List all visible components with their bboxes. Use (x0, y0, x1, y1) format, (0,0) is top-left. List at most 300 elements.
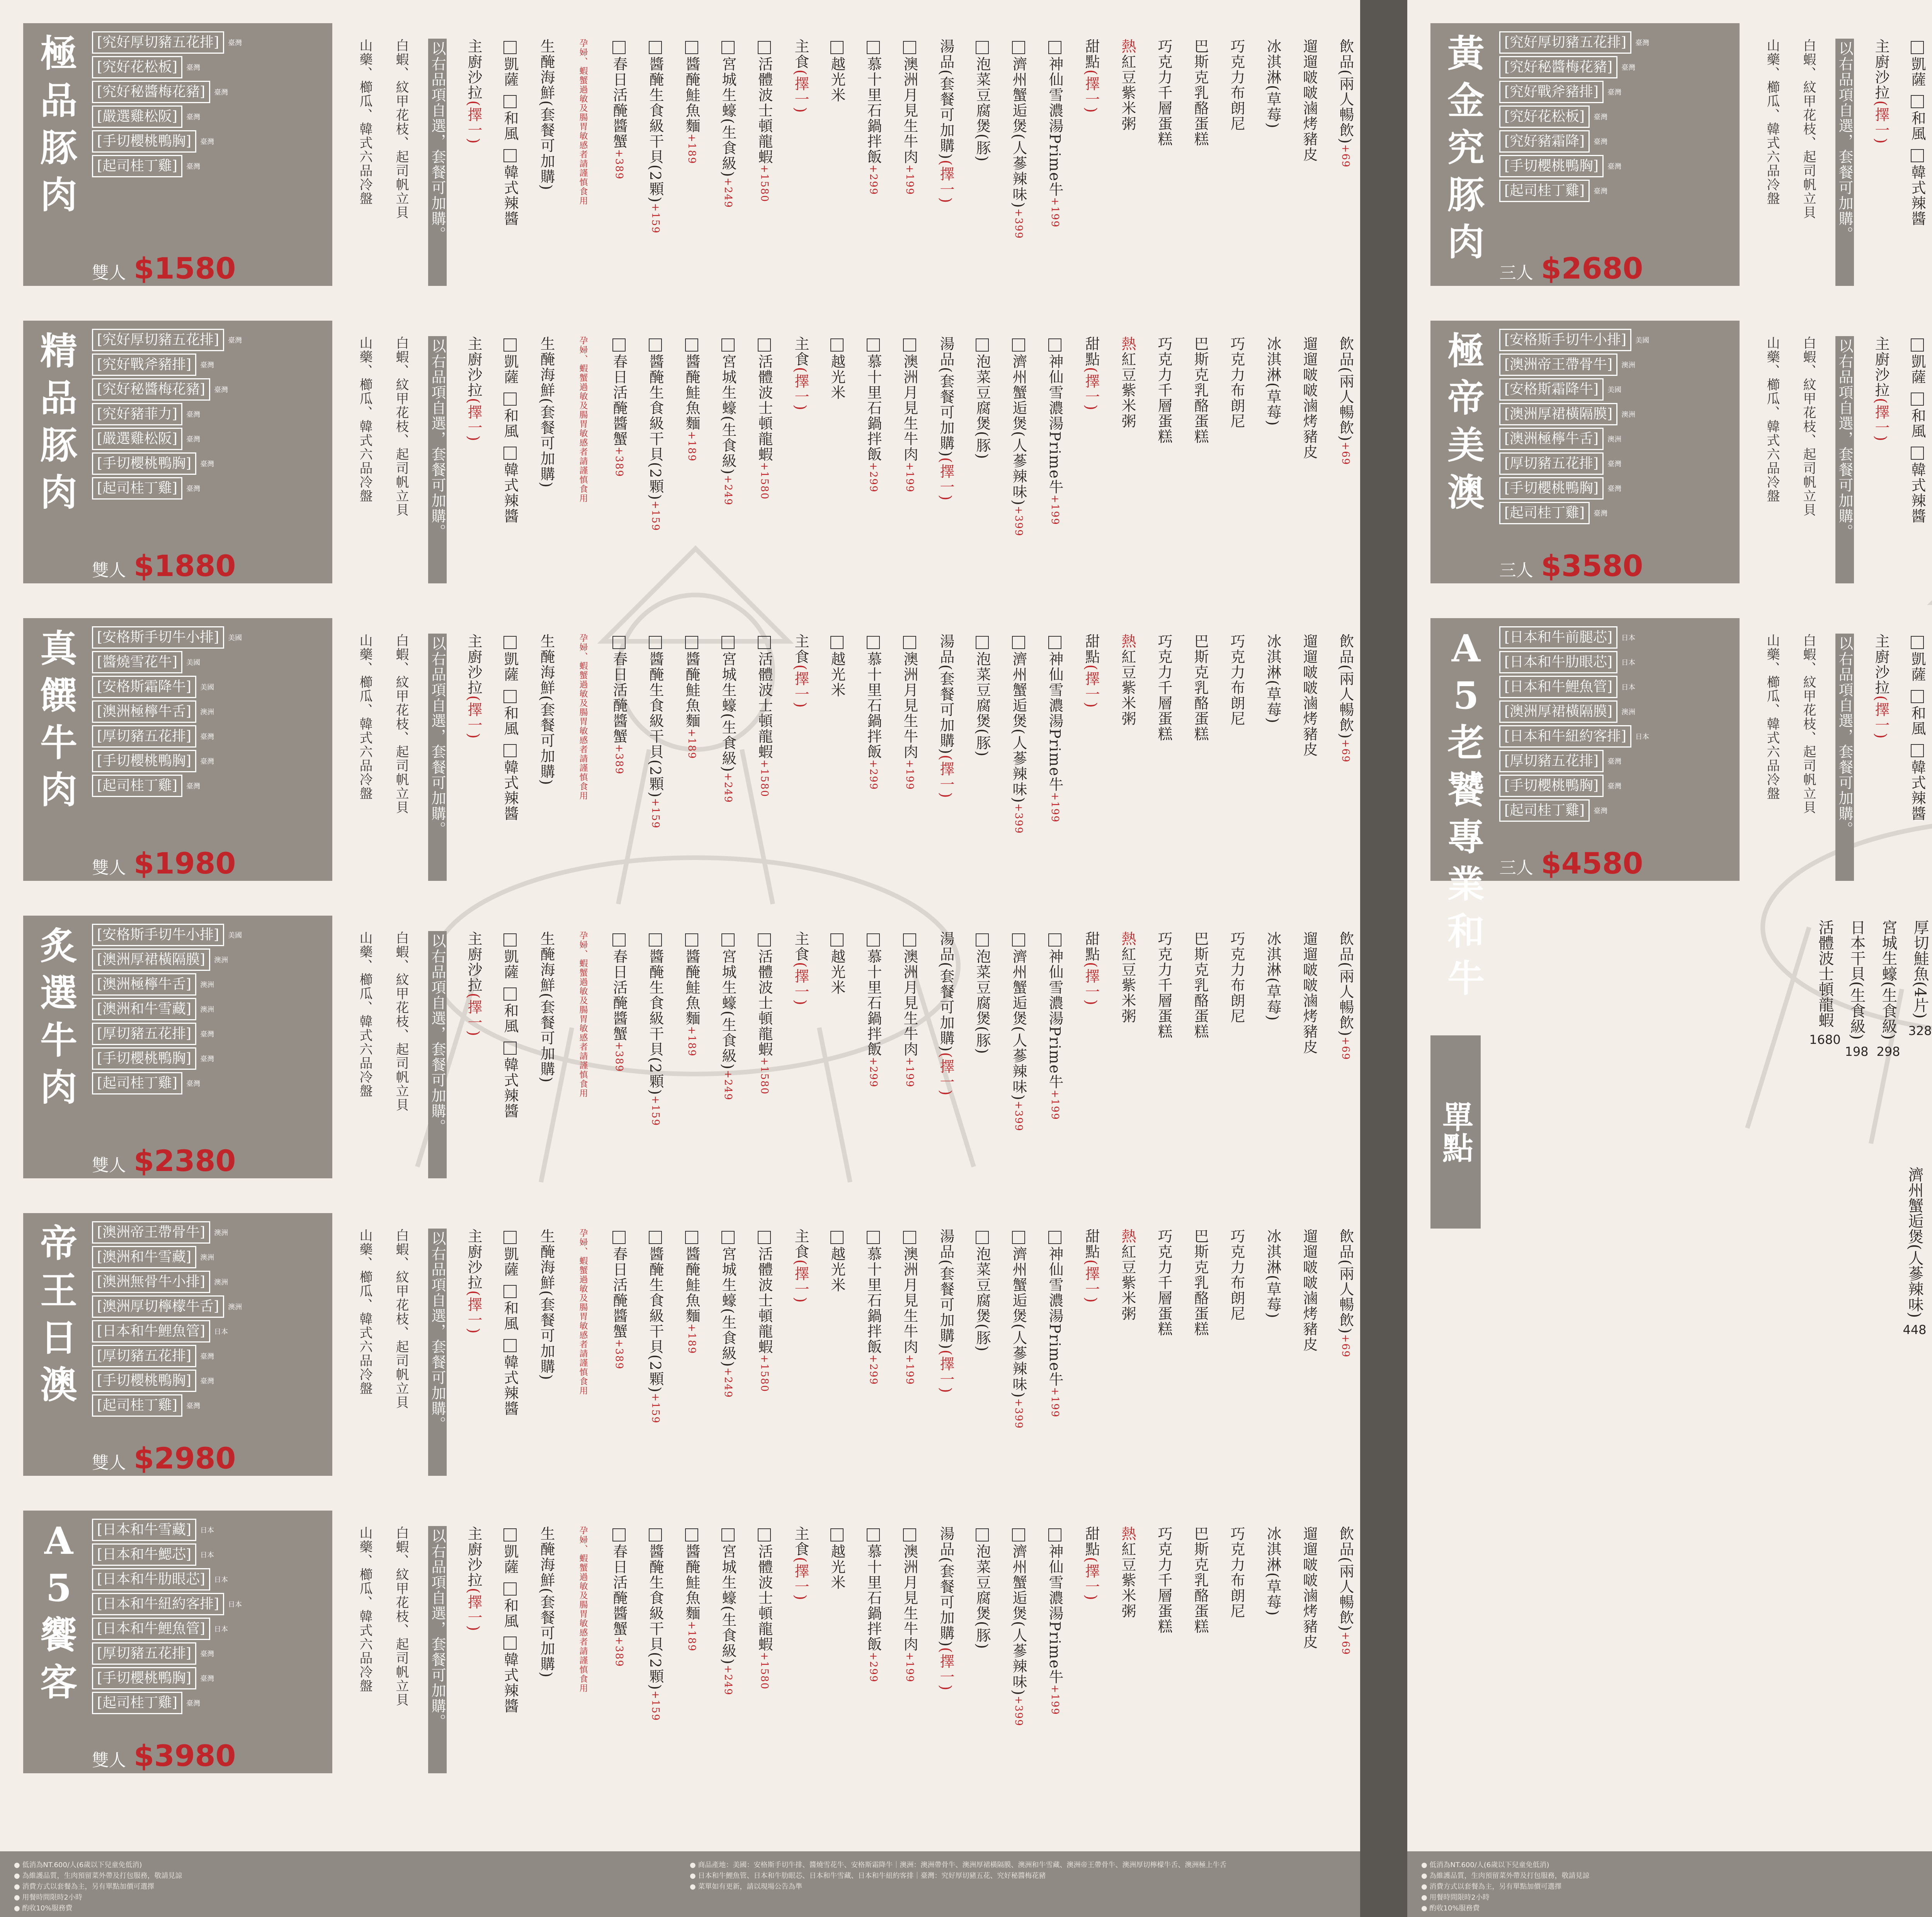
soup-add-price: +199 (1049, 197, 1061, 228)
set-title-char: 5 (46, 1566, 72, 1610)
soup-option (1009, 634, 1028, 881)
checkbox-icon (976, 338, 989, 352)
set-meat-item (1499, 402, 1739, 427)
set-meat-name: [嚴選雞松阪] (92, 105, 182, 128)
checkbox-icon (758, 933, 771, 947)
set-meat-origin: 日本 (200, 1551, 214, 1559)
dessert-name: 巧克力布朗尼 (1228, 39, 1245, 131)
seafood-option (682, 1229, 701, 1476)
set-meat-item (92, 1691, 332, 1715)
set-menu-panel (23, 1511, 332, 1773)
set-meat-list (92, 625, 332, 798)
dessert-name: 紅豆紫米粥 (1119, 352, 1136, 429)
alacarte-item-name: 厚切鮭魚(4片) (1911, 919, 1929, 1019)
staple-add-price: +299 (867, 1057, 879, 1088)
checkbox-icon (903, 636, 916, 649)
set-meat-item (1499, 427, 1739, 451)
dessert-name: 巧克力布朗尼 (1228, 1229, 1245, 1321)
seafood-add-price: +1580 (759, 1057, 770, 1095)
set-options (355, 931, 1354, 1178)
dessert-name: 巧克力布朗尼 (1228, 1526, 1245, 1619)
seafood-name: 醬醃鮭魚麵 (683, 1544, 700, 1621)
set-menu-2 (23, 618, 1354, 885)
salad-option: 凱薩 (502, 56, 519, 93)
checkbox-icon (685, 338, 698, 352)
set-meat-name: [手切櫻桃鴨胸] (92, 1667, 196, 1689)
soup-option (1009, 336, 1028, 583)
dessert-choose: (擇一) (1083, 664, 1100, 709)
soup-option (1009, 1229, 1028, 1476)
soup-option (1009, 931, 1028, 1178)
checkbox-icon (830, 41, 844, 54)
salad-options (501, 1526, 519, 1773)
set-menu-title (28, 923, 90, 1111)
set-meat-item (92, 427, 332, 451)
set-meat-name: [安格斯霜降牛] (92, 676, 196, 698)
drink-title: 飲品 (1337, 1526, 1354, 1557)
platter-line: 白蝦、紋甲花枝、起司帆立貝 (393, 1526, 409, 1707)
soup-name: 泡菜豆腐煲(豚) (974, 949, 991, 1055)
soup-label (937, 39, 955, 286)
footer-line: ● 消費方式以套餐為主，另有單點加價可選擇 (14, 1883, 155, 1891)
checkbox-icon (867, 933, 880, 947)
set-meat-name: [起司桂丁雞] (1499, 502, 1590, 524)
dessert-name: 巴斯克乳酪蛋糕 (1192, 39, 1209, 147)
set-meat-origin: 臺灣 (186, 163, 201, 171)
seafood-add-price: +249 (722, 177, 734, 209)
staple-choose: (擇一) (792, 70, 809, 114)
seafood-option (682, 931, 701, 1178)
dessert-title: 甜點 (1083, 1526, 1100, 1557)
set-meat-origin: 臺灣 (186, 782, 201, 790)
set-meat-item (1499, 377, 1739, 402)
set-meat-name: [起司桂丁雞] (92, 477, 182, 500)
set-menu-4 (23, 1213, 1354, 1480)
set-meat-origin: 澳洲 (214, 1278, 228, 1286)
checkbox-icon (503, 744, 517, 757)
dessert-name: 遛遛啵啵滷烤豬皮 (1301, 39, 1318, 162)
dessert-choose: (擇一) (1083, 1259, 1100, 1303)
staple-add-price: +199 (904, 165, 915, 195)
set-meat-item (92, 55, 332, 80)
set-meat-item (1499, 30, 1739, 55)
set-note: 以右品項自選，套餐可加購。 (1835, 336, 1854, 583)
set-meat-origin: 臺灣 (200, 460, 214, 468)
staple-label (791, 1526, 810, 1773)
soup-add-price: +199 (1049, 1387, 1061, 1418)
set-meat-origin: 日本 (200, 1526, 214, 1535)
set-menu-5 (23, 1511, 1354, 1777)
seafood-notice: 孕婦、蝦蟹過敏及腸胃敏感者請謹慎食用 (578, 1526, 588, 1693)
checkbox-icon (1911, 744, 1924, 757)
staple-add-price: +299 (867, 1652, 879, 1683)
seafood-title: 生醃海鮮 (538, 931, 555, 993)
set-meat-name: [澳洲帝王帶骨牛] (92, 1221, 210, 1244)
seafood-title: 生醃海鮮 (538, 39, 555, 100)
set-price: $2680 (1541, 251, 1643, 286)
seafood-add-price: +189 (686, 1621, 697, 1652)
set-meat-item (1499, 154, 1739, 178)
soup-add-price: +399 (1013, 1101, 1024, 1132)
checkbox-icon (721, 1231, 735, 1244)
checkbox-icon (1012, 933, 1025, 947)
set-menu-title (28, 1518, 90, 1706)
set-meat-item (92, 476, 332, 501)
salad-title: 主廚沙拉 (465, 1229, 482, 1290)
checkbox-icon (976, 636, 989, 649)
dessert-name: 巴斯克乳酪蛋糕 (1192, 336, 1209, 444)
set-meat-name: [安格斯手切牛小排] (92, 626, 224, 649)
footer-line: ● 低消為NT.600/人(6歲以下兒童免低消) (14, 1861, 142, 1869)
checkbox-icon (612, 41, 626, 54)
set-title-char: 精 (40, 329, 77, 373)
set-meat-name: [日本和牛鯉魚管] (92, 1618, 210, 1640)
set-meat-list (1499, 328, 1739, 525)
staple-choose: (擇一) (792, 962, 809, 1006)
set-meat-origin: 臺灣 (1607, 758, 1622, 766)
set-meat-list (92, 1220, 332, 1418)
seafood-add-price: +389 (613, 149, 625, 180)
set-meat-origin: 美國 (1607, 386, 1622, 394)
set-meat-name: [澳洲無骨牛小排] (92, 1271, 210, 1293)
drink-label (1336, 336, 1355, 583)
salad-options (1908, 39, 1927, 286)
set-meat-name: [手切櫻桃鴨胸] (92, 1370, 196, 1392)
salad-title: 主廚沙拉 (465, 931, 482, 993)
set-meat-item (92, 724, 332, 749)
checkbox-icon (1911, 338, 1924, 352)
staple-name: 越光米 (828, 651, 845, 698)
checkbox-icon (1911, 95, 1924, 108)
staple-add-price: +199 (904, 1354, 915, 1385)
set-meat-item (92, 1220, 332, 1245)
dessert-title: 甜點 (1083, 39, 1100, 70)
seafood-name: 宮城生蠔(生食級) (719, 1246, 736, 1368)
alacarte-item-price: 1680 (1809, 1032, 1841, 1047)
salad-label (464, 1229, 483, 1476)
dessert-name: 巧克力千層蛋糕 (1155, 931, 1172, 1039)
soup-name: 泡菜豆腐煲(豚) (974, 56, 991, 162)
platter-line: 白蝦、紋甲花枝、起司帆立貝 (393, 39, 409, 219)
salad-choose: (擇一) (465, 100, 482, 144)
dessert-name: 紅豆紫米粥 (1119, 1541, 1136, 1619)
set-meat-name: [究好豬霜降] (1499, 130, 1590, 153)
set-menu-1 (23, 321, 1354, 587)
staple-name: 慕十里石鍋拌飯 (865, 56, 882, 165)
soup-sub: (套餐可加購) (937, 367, 954, 457)
dessert-title: 甜點 (1083, 1229, 1100, 1259)
footer-line: ● 商品產地：美國：安格斯手切牛排、醬燒雪花牛、安格斯霜降牛｜澳洲：澳洲帶骨牛、澳洲厚裙橫隔膜、澳洲和牛雪藏、澳洲帝王帶骨牛、澳洲厚切檸檬牛舌、澳洲極上牛舌 (690, 1861, 1227, 1869)
checkbox-icon (649, 636, 662, 649)
set-title-char: 美 (1447, 423, 1485, 467)
set-menu-r0 (1430, 23, 1932, 290)
set-meat-name: [起司桂丁雞] (92, 1394, 182, 1417)
set-meat-origin: 臺灣 (214, 88, 228, 97)
set-meat-name: [手切櫻桃鴨胸] (92, 130, 196, 153)
dessert-option (1155, 1526, 1173, 1773)
seafood-option (755, 1229, 774, 1476)
salad-option: 韓式辣醬 (502, 1057, 519, 1119)
soup-add-price: +199 (1049, 1089, 1061, 1120)
set-people-count: 雙人 (92, 1156, 126, 1175)
checkbox-icon (1048, 933, 1061, 947)
set-meat-item (92, 650, 332, 675)
set-meat-item (92, 402, 332, 427)
seafood-title: 生醃海鮮 (538, 336, 555, 398)
set-people-count: 三人 (1499, 263, 1533, 283)
drink-add-price: +69 (1340, 1037, 1351, 1060)
seafood-sub: (套餐可加購) (538, 695, 555, 786)
set-meat-name: [厚切豬五花排] (92, 1642, 196, 1665)
set-meat-origin: 臺灣 (186, 64, 201, 72)
set-meat-name: [究好厚切豬五花排] (92, 329, 224, 351)
dessert-option (1118, 1526, 1137, 1773)
set-meat-name: [澳洲厚裙橫隔膜] (1499, 700, 1617, 723)
set-meat-name: [究好厚切豬五花排] (1499, 31, 1631, 54)
dessert-option (1191, 1229, 1209, 1476)
soup-title: 湯品 (937, 931, 954, 962)
set-meat-item (1499, 699, 1739, 724)
set-meat-name: [澳洲厚裙橫隔膜] (1499, 403, 1617, 425)
set-meat-name: [起司桂丁雞] (1499, 180, 1590, 202)
salad-title: 主廚沙拉 (465, 1526, 482, 1588)
dessert-option (1264, 39, 1282, 286)
staple-choose: (擇一) (792, 1259, 809, 1303)
drink-add-price: +69 (1340, 442, 1351, 466)
checkbox-icon (503, 1339, 517, 1352)
seafood-add-price: +159 (650, 1095, 661, 1127)
seafood-add-price: +189 (686, 431, 697, 462)
drink-sub: (兩人暢飲) (1337, 367, 1354, 442)
set-meat-origin: 臺灣 (186, 411, 201, 419)
checkbox-icon (685, 1231, 698, 1244)
set-price: $3580 (1541, 549, 1643, 583)
set-price-row (1499, 846, 1643, 880)
alacarte-item-price: 298 (1876, 1044, 1900, 1059)
dessert-name: 巴斯克乳酪蛋糕 (1192, 1526, 1209, 1634)
dessert-title: 甜點 (1083, 931, 1100, 962)
set-price: $1980 (134, 846, 236, 880)
salad-option: 凱薩 (502, 1544, 519, 1581)
checkbox-icon (1911, 447, 1924, 460)
soup-name: 神仙雪濃湯Prime牛 (1046, 1246, 1063, 1387)
set-meat-name: [究好花松板] (92, 56, 182, 78)
set-options (1763, 634, 1932, 881)
set-meat-origin: 澳洲 (200, 1006, 214, 1014)
set-meat-item (92, 328, 332, 352)
soup-title: 湯品 (937, 336, 954, 367)
seafood-add-price: +1580 (759, 462, 770, 500)
set-note: 以右品項自選，套餐可加購。 (428, 1526, 447, 1773)
set-price-row (92, 1441, 236, 1475)
staple-option (900, 1526, 919, 1773)
alacarte-category (1902, 1167, 1932, 1414)
set-menu-3 (23, 916, 1354, 1182)
soup-option (1046, 39, 1064, 286)
footer-line: ● 消費方式以套餐為主，另有單點加價可選擇 (1421, 1883, 1562, 1891)
checkbox-icon (503, 338, 517, 352)
set-meat-origin: 臺灣 (200, 138, 214, 146)
dessert-option (1191, 39, 1209, 286)
seafood-option (646, 1526, 665, 1773)
staple-name: 慕十里石鍋拌飯 (865, 1246, 882, 1354)
set-meat-origin: 臺灣 (186, 1080, 201, 1088)
drink-label (1336, 39, 1355, 286)
set-meat-origin: 臺灣 (1607, 782, 1622, 790)
set-menu-title (28, 328, 90, 516)
set-meat-origin: 臺灣 (1607, 460, 1622, 468)
seafood-sub: (套餐可加購) (538, 398, 555, 488)
seafood-add-price: +249 (722, 1665, 734, 1696)
dessert-option (1227, 1526, 1246, 1773)
alacarte-item-price: 448 (1903, 1322, 1927, 1337)
set-note: 以右品項自選，套餐可加購。 (1835, 634, 1854, 881)
dessert-option (1155, 336, 1173, 583)
salad-option: 凱薩 (502, 651, 519, 688)
checkbox-icon (1012, 1231, 1025, 1244)
set-people-count: 雙人 (92, 1453, 126, 1473)
set-meat-origin: 澳洲 (1607, 435, 1622, 444)
set-options (355, 1526, 1354, 1773)
set-meat-origin: 臺灣 (200, 1353, 214, 1361)
soup-choose: (擇一) (937, 1349, 954, 1394)
seafood-name: 活體波士頓龍蝦 (756, 354, 773, 462)
set-title-char: 品 (40, 376, 77, 420)
dessert-option (1118, 634, 1137, 881)
seafood-option (646, 931, 665, 1178)
drink-add-price: +69 (1340, 1631, 1351, 1655)
set-meat-name: [手切櫻桃鴨胸] (1499, 775, 1604, 797)
dessert-title: 甜點 (1083, 634, 1100, 664)
drink-sub: (兩人暢飲) (1337, 664, 1354, 739)
drink-add-price: +69 (1340, 1334, 1351, 1358)
dessert-option (1227, 634, 1246, 881)
seafood-option (682, 336, 701, 583)
set-meat-item (92, 1616, 332, 1641)
salad-options (501, 1229, 519, 1476)
set-meat-item (1499, 773, 1739, 798)
set-meat-origin: 美國 (228, 634, 242, 642)
set-title-char: 牛 (40, 1018, 77, 1062)
alacarte-row-signature (1469, 1167, 1932, 1414)
checkbox-icon (503, 95, 517, 108)
soup-name: 濟州蟹逅煲(人蔘辣味) (1010, 1544, 1027, 1696)
alacarte-item-name: 日本干貝(生食級) (1848, 919, 1866, 1040)
checkbox-icon (503, 447, 517, 460)
soup-add-price: +399 (1013, 506, 1024, 537)
salad-choose: (擇一) (465, 695, 482, 739)
set-options (1763, 336, 1932, 583)
staple-name: 澳洲月見生牛肉 (901, 354, 918, 462)
set-options (1763, 39, 1932, 286)
seafood-option (610, 1229, 628, 1476)
seafood-option (646, 336, 665, 583)
checkbox-icon (758, 636, 771, 649)
set-title-char: A (44, 1519, 73, 1563)
dessert-name: 紅豆紫米粥 (1119, 54, 1136, 131)
checkbox-icon (1012, 636, 1025, 649)
set-meat-name: [日本和牛前腿芯] (1499, 626, 1617, 649)
seafood-add-price: +159 (650, 203, 661, 234)
set-meat-item (92, 1518, 332, 1542)
set-meat-name: [日本和牛鯉魚管] (1499, 676, 1617, 698)
soup-name: 濟州蟹逅煲(人蔘辣味) (1010, 949, 1027, 1101)
checkbox-icon (503, 1637, 517, 1650)
dessert-option (1264, 931, 1282, 1178)
checkbox-icon (1012, 41, 1025, 54)
staple-label (791, 336, 810, 583)
checkbox-icon (758, 41, 771, 54)
dessert-option (1155, 39, 1173, 286)
set-meat-item (92, 80, 332, 104)
dessert-name: 冰淇淋(草莓) (1264, 1526, 1281, 1616)
set-meat-origin: 臺灣 (186, 1699, 201, 1708)
checkbox-icon (503, 1231, 517, 1244)
checkbox-icon (503, 933, 517, 947)
seafood-add-price: +389 (613, 447, 625, 478)
dessert-option (1155, 634, 1173, 881)
set-meat-list (92, 923, 332, 1096)
set-meat-list (1499, 625, 1739, 823)
soup-sub: (套餐可加購) (937, 962, 954, 1052)
set-meat-origin: 臺灣 (1607, 88, 1622, 97)
checkbox-icon (503, 636, 517, 649)
seafood-option (610, 634, 628, 881)
set-price-row (92, 251, 236, 286)
set-meat-name: [澳洲厚切檸檬牛舌] (92, 1295, 224, 1318)
set-meat-origin: 臺灣 (200, 758, 214, 766)
staple-option (864, 931, 883, 1178)
set-meat-name: [起司桂丁雞] (92, 1692, 182, 1714)
set-meat-item (1499, 675, 1739, 699)
set-meat-item (92, 699, 332, 724)
checkbox-icon (903, 338, 916, 352)
set-meat-item (92, 947, 332, 972)
dessert-name: 遛遛啵啵滷烤豬皮 (1301, 1526, 1318, 1650)
alacarte-item-price: 328 (1908, 1023, 1932, 1038)
seafood-option (682, 634, 701, 881)
soup-name: 泡菜豆腐煲(豚) (974, 1544, 991, 1650)
set-price: $2980 (134, 1441, 236, 1475)
set-title-char: 王 (40, 1269, 77, 1312)
set-menu-panel (23, 321, 332, 583)
checkbox-icon (867, 41, 880, 54)
dessert-name: 巧克力布朗尼 (1228, 336, 1245, 429)
set-meat-item (92, 104, 332, 129)
set-people-count: 雙人 (92, 263, 126, 283)
soup-label (937, 1229, 955, 1476)
set-meat-list (92, 328, 332, 501)
soup-option (973, 1526, 992, 1773)
salad-title: 主廚沙拉 (465, 39, 482, 100)
staple-option (828, 39, 846, 286)
set-meat-origin: 日本 (214, 1576, 228, 1584)
soup-name: 泡菜豆腐煲(豚) (974, 651, 991, 757)
set-meat-name: [起司桂丁雞] (92, 775, 182, 797)
set-meat-origin: 日本 (1621, 634, 1636, 642)
dessert-name: 巴斯克乳酪蛋糕 (1192, 1229, 1209, 1337)
set-title-char: 豚 (1447, 173, 1485, 217)
soup-name: 神仙雪濃湯Prime牛 (1046, 354, 1063, 495)
set-meat-name: [醬燒雪花牛] (92, 651, 182, 673)
dessert-option (1227, 1229, 1246, 1476)
dessert-option (1191, 634, 1209, 881)
alacarte-item (1907, 919, 1932, 1136)
set-title-char: 黃 (1447, 32, 1485, 75)
seafood-name: 醬醃生食級干貝(2顆) (647, 1544, 664, 1691)
set-options (355, 634, 1354, 881)
set-meat-origin: 臺灣 (186, 1402, 201, 1410)
